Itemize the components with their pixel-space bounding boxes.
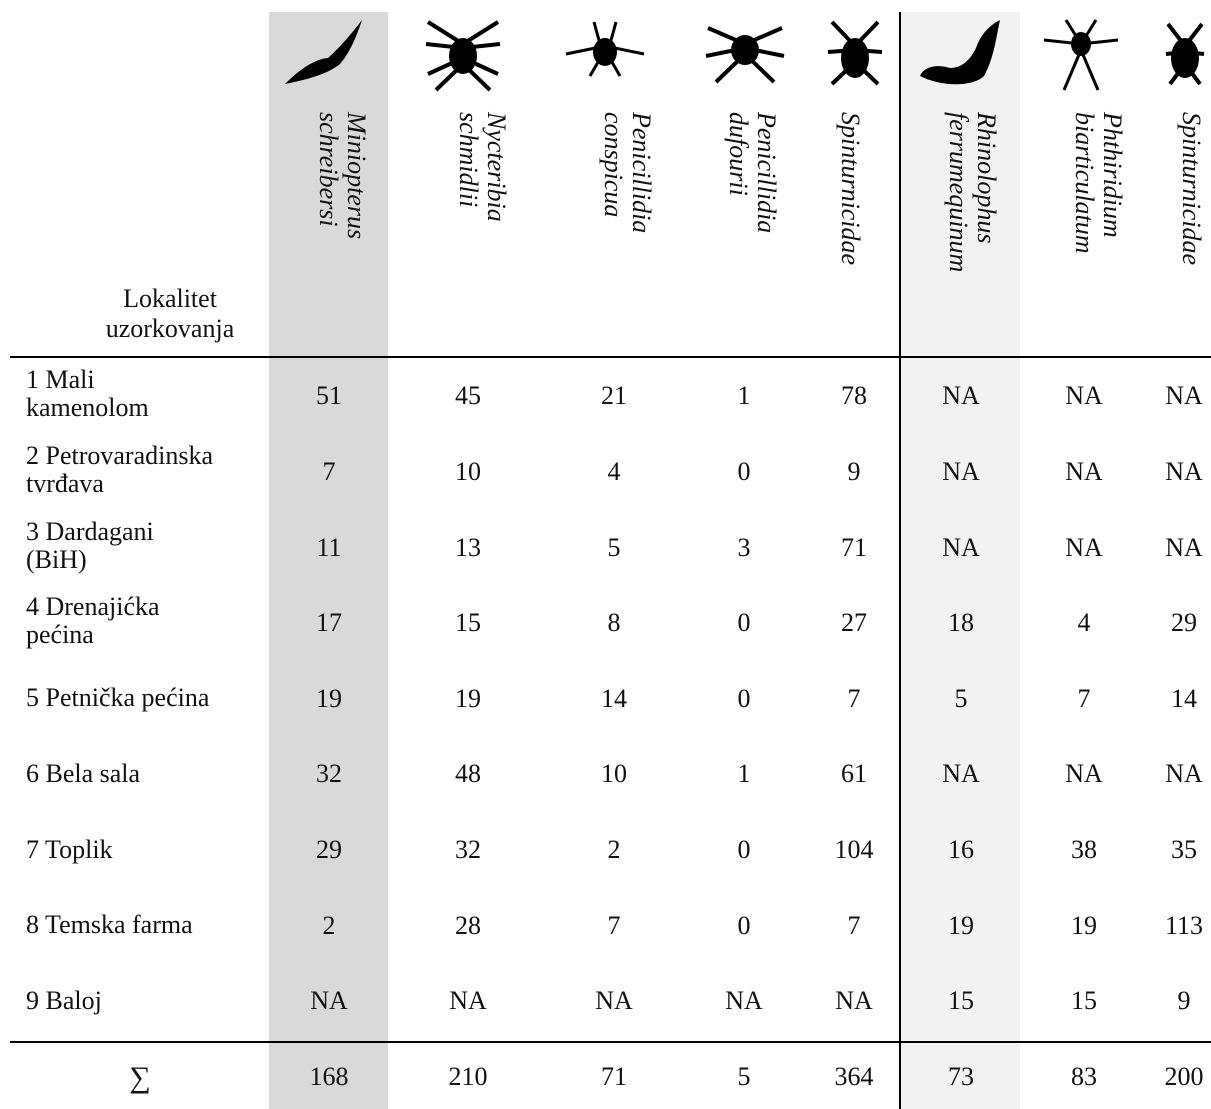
table-cell: 61 [841, 759, 867, 788]
table-cell: 9 [847, 457, 861, 486]
table-cell: NA [1165, 381, 1203, 410]
table-cell: 11 [316, 533, 342, 562]
table-cell: 19 [316, 684, 342, 713]
table-cell: 0 [737, 684, 751, 713]
table-cell: 5 [607, 533, 621, 562]
table-cell: NA [1065, 759, 1103, 788]
table-cell: 7 [607, 911, 621, 940]
table-cell: 1 [737, 759, 751, 788]
location-header: Lokalitet uzorkovanja [105, 284, 235, 343]
total-cell: 71 [601, 1062, 627, 1091]
row-label-7: 7 Toplik [26, 835, 113, 864]
table-cell: 13 [455, 533, 481, 562]
table-cell: 3 [737, 533, 751, 562]
table-cell: 10 [455, 457, 481, 486]
table-cell: 38 [1071, 835, 1097, 864]
table-cell: 7 [847, 911, 861, 940]
table-cell: 18 [948, 608, 974, 637]
table-cell: NA [942, 759, 980, 788]
bat-fly-silhouette-icon [418, 14, 508, 94]
table-cell: NA [1065, 381, 1103, 410]
table-cell: 71 [841, 533, 867, 562]
table-cell: NA [1065, 457, 1103, 486]
table-cell: 45 [455, 381, 481, 410]
table-cell: 78 [841, 381, 867, 410]
row-label-4: 4 Drenajićka pećina [26, 592, 160, 649]
bat-fly-silhouette-icon [700, 14, 790, 94]
bat-fly-silhouette-icon [560, 14, 650, 94]
table-cell: NA [1065, 533, 1103, 562]
total-cell: 73 [948, 1062, 974, 1091]
table-cell: NA [942, 381, 980, 410]
table-cell: 51 [316, 381, 342, 410]
total-cell: 168 [309, 1062, 349, 1091]
table-cell: NA [725, 986, 763, 1015]
table-cell: 7 [847, 684, 861, 713]
bat-silhouette-icon [914, 14, 1004, 94]
table-cell: 19 [948, 911, 974, 940]
table-cell: 14 [1171, 684, 1197, 713]
table-cell: 104 [834, 835, 874, 864]
header-phthiridium-biarticulatum: Phthiridium biarticulatum [1070, 112, 1127, 254]
header-miniopterus-schreibersi: Miniopterus schreibersi [314, 112, 371, 240]
table-cell: 27 [841, 608, 867, 637]
bat-fly-silhouette-icon [1036, 14, 1126, 94]
table-cell: 4 [1077, 608, 1091, 637]
header-spinturnicidae-2: Spinturnicidae [1177, 112, 1206, 266]
table-cell: 28 [455, 911, 481, 940]
row-label-6: 6 Bela sala [26, 759, 141, 788]
table-cell: 0 [737, 457, 751, 486]
table-cell: 19 [455, 684, 481, 713]
table-cell: 15 [948, 986, 974, 1015]
header-spinturnicidae-1: Spinturnicidae [836, 112, 865, 266]
table-cell: NA [1165, 457, 1203, 486]
bat-silhouette-icon [280, 14, 370, 94]
table-cell: 9 [1177, 986, 1191, 1015]
table-cell: 19 [1071, 911, 1097, 940]
table-cell: NA [310, 986, 348, 1015]
total-rule [10, 1041, 1211, 1043]
table-cell: 29 [1171, 608, 1197, 637]
table-cell: 0 [737, 835, 751, 864]
table-cell: 32 [455, 835, 481, 864]
mite-silhouette-icon [1140, 14, 1211, 94]
table-cell: 21 [601, 381, 627, 410]
total-cell: 200 [1164, 1062, 1204, 1091]
table-cell: 15 [455, 608, 481, 637]
row-label-5: 5 Petnička pećina [26, 683, 210, 712]
total-cell: 5 [737, 1062, 751, 1091]
table-cell: 4 [607, 457, 621, 486]
table-cell: 17 [316, 608, 342, 637]
header-nycteribia-schmidlii: Nycteribia schmidlii [454, 112, 511, 222]
header-penicillidia-conspicua: Penicillidia conspicua [599, 112, 656, 234]
table-cell: 32 [316, 759, 342, 788]
table-cell: 5 [954, 684, 968, 713]
table-cell: 29 [316, 835, 342, 864]
table-cell: NA [835, 986, 873, 1015]
row-label-3: 3 Dardagani (BiH) [26, 517, 154, 574]
table-cell: 10 [601, 759, 627, 788]
total-label: ∑ [129, 1061, 151, 1094]
table-cell: 16 [948, 835, 974, 864]
table-cell: NA [449, 986, 487, 1015]
total-cell: 364 [834, 1062, 874, 1091]
table-cell: NA [942, 457, 980, 486]
table-cell: 7 [1077, 684, 1091, 713]
table-cell: 48 [455, 759, 481, 788]
table-cell: NA [1165, 759, 1203, 788]
table-cell: 15 [1071, 986, 1097, 1015]
total-cell: 210 [448, 1062, 488, 1091]
table-cell: 2 [322, 911, 336, 940]
table-cell: NA [1165, 533, 1203, 562]
table-cell: 0 [737, 911, 751, 940]
table-cell: 8 [607, 608, 621, 637]
row-label-2: 2 Petrovaradinska tvrđava [26, 441, 214, 498]
table-cell: 113 [1164, 911, 1204, 940]
row-label-9: 9 Baloj [26, 986, 102, 1015]
table-cell: 7 [322, 457, 336, 486]
total-cell: 83 [1071, 1062, 1097, 1091]
table-cell: NA [595, 986, 633, 1015]
table-cell: 35 [1171, 835, 1197, 864]
header-rhinolophus-ferrumequinum: Rhinolophus ferrumequinum [944, 112, 1001, 273]
table-cell: 14 [601, 684, 627, 713]
table-cell: NA [942, 533, 980, 562]
row-label-1: 1 Mali kamenolom [26, 365, 149, 422]
row-label-8: 8 Temska farma [26, 910, 193, 939]
mite-silhouette-icon [810, 14, 900, 94]
table-cell: 1 [737, 381, 751, 410]
header-penicillidia-dufourii: Penicillidia dufourii [724, 112, 781, 234]
table-cell: 0 [737, 608, 751, 637]
header-rule [10, 356, 1211, 358]
table-cell: 2 [607, 835, 621, 864]
